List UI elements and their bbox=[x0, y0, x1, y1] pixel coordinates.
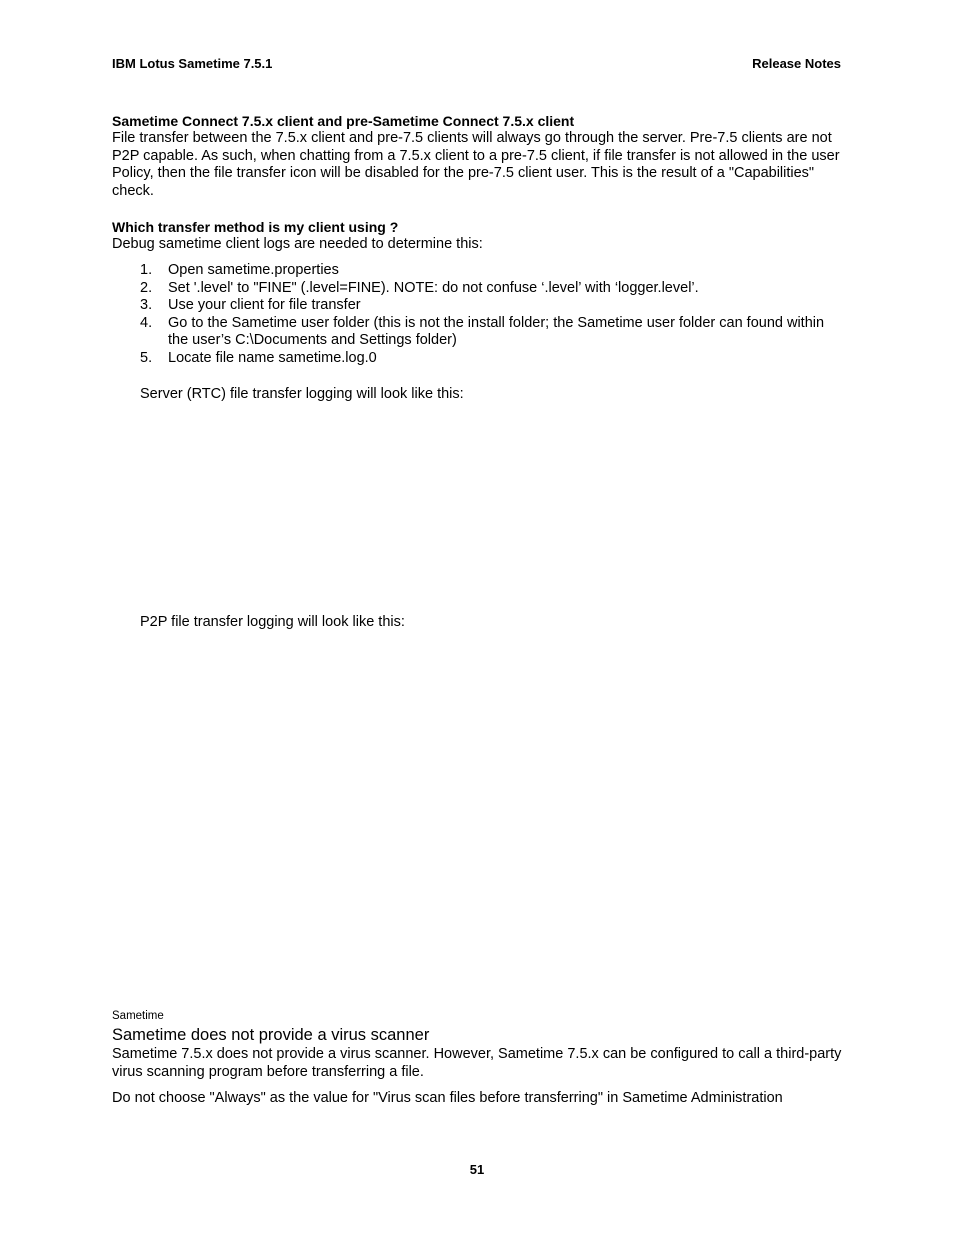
section-body-transfer-method: Debug sametime client logs are needed to determine this: bbox=[112, 236, 483, 252]
header-product-title: IBM Lotus Sametime 7.5.1 bbox=[112, 56, 273, 71]
rtc-logging-intro: Server (RTC) file transfer logging will look like this: bbox=[140, 386, 464, 402]
list-item bbox=[140, 262, 840, 280]
debug-steps-list bbox=[140, 262, 840, 367]
list-item-text: Open sametime.properties bbox=[168, 262, 339, 278]
section-body-virus-scan-setting: Do not choose "Always" as the value for "Virus scan files before transferring" in Sametime Administration bbox=[112, 1090, 783, 1106]
list-item-number: 1. bbox=[140, 262, 153, 278]
page-number: 51 bbox=[469, 1162, 485, 1177]
list-item-text: Use your client for file transfer bbox=[168, 297, 361, 313]
list-item bbox=[140, 350, 840, 368]
list-item-text: Set '.level' to "FINE" (.level=FINE). NOTE: do not confuse ‘.level’ with ‘logger.level’. bbox=[168, 279, 699, 296]
list-item bbox=[140, 297, 840, 315]
list-item bbox=[140, 315, 840, 350]
list-item bbox=[140, 280, 840, 298]
section-heading-virus-scanner: Sametime does not provide a virus scanner bbox=[112, 1026, 430, 1044]
list-item-number: 2. bbox=[140, 279, 153, 296]
section-heading-transfer-method: Which transfer method is my client using ? bbox=[112, 219, 399, 235]
list-item-number: 5. bbox=[140, 349, 153, 366]
list-item-text: Locate file name sametime.log.0 bbox=[168, 349, 377, 366]
section-body-virus-scanner: Sametime 7.5.x does not provide a virus scanner. However, Sametime 7.5.x can be configured to call a third-party virus scanning program before transferring a file. bbox=[112, 1046, 842, 1080]
list-item-text: Go to the Sametime user folder (this is not the install folder; the Sametime user folder can found within the user’s C:\Documents and Settings folder) bbox=[168, 314, 825, 348]
section-body-client-compat: File transfer between the 7.5.x client and pre-7.5 clients will always go through the server. Pre-7.5 clients are not P2P capable. As such, when chatting from a 7.5.x client to a pre-7.5 client, if file transfer is not allowed in the user Policy, then the file transfer icon will be disabled for the pre-7.5 client user. This is the result of a "Capabilities" check. bbox=[112, 130, 840, 199]
section-heading-client-compat: Sametime Connect 7.5.x client and pre-Sametime Connect 7.5.x client bbox=[112, 113, 575, 129]
section-category-label: Sametime bbox=[112, 1010, 164, 1022]
header-doc-title: Release Notes bbox=[752, 56, 841, 71]
p2p-logging-intro: P2P file transfer logging will look like this: bbox=[140, 614, 405, 630]
list-item-number: 4. bbox=[140, 314, 153, 331]
list-item-number: 3. bbox=[140, 297, 153, 313]
